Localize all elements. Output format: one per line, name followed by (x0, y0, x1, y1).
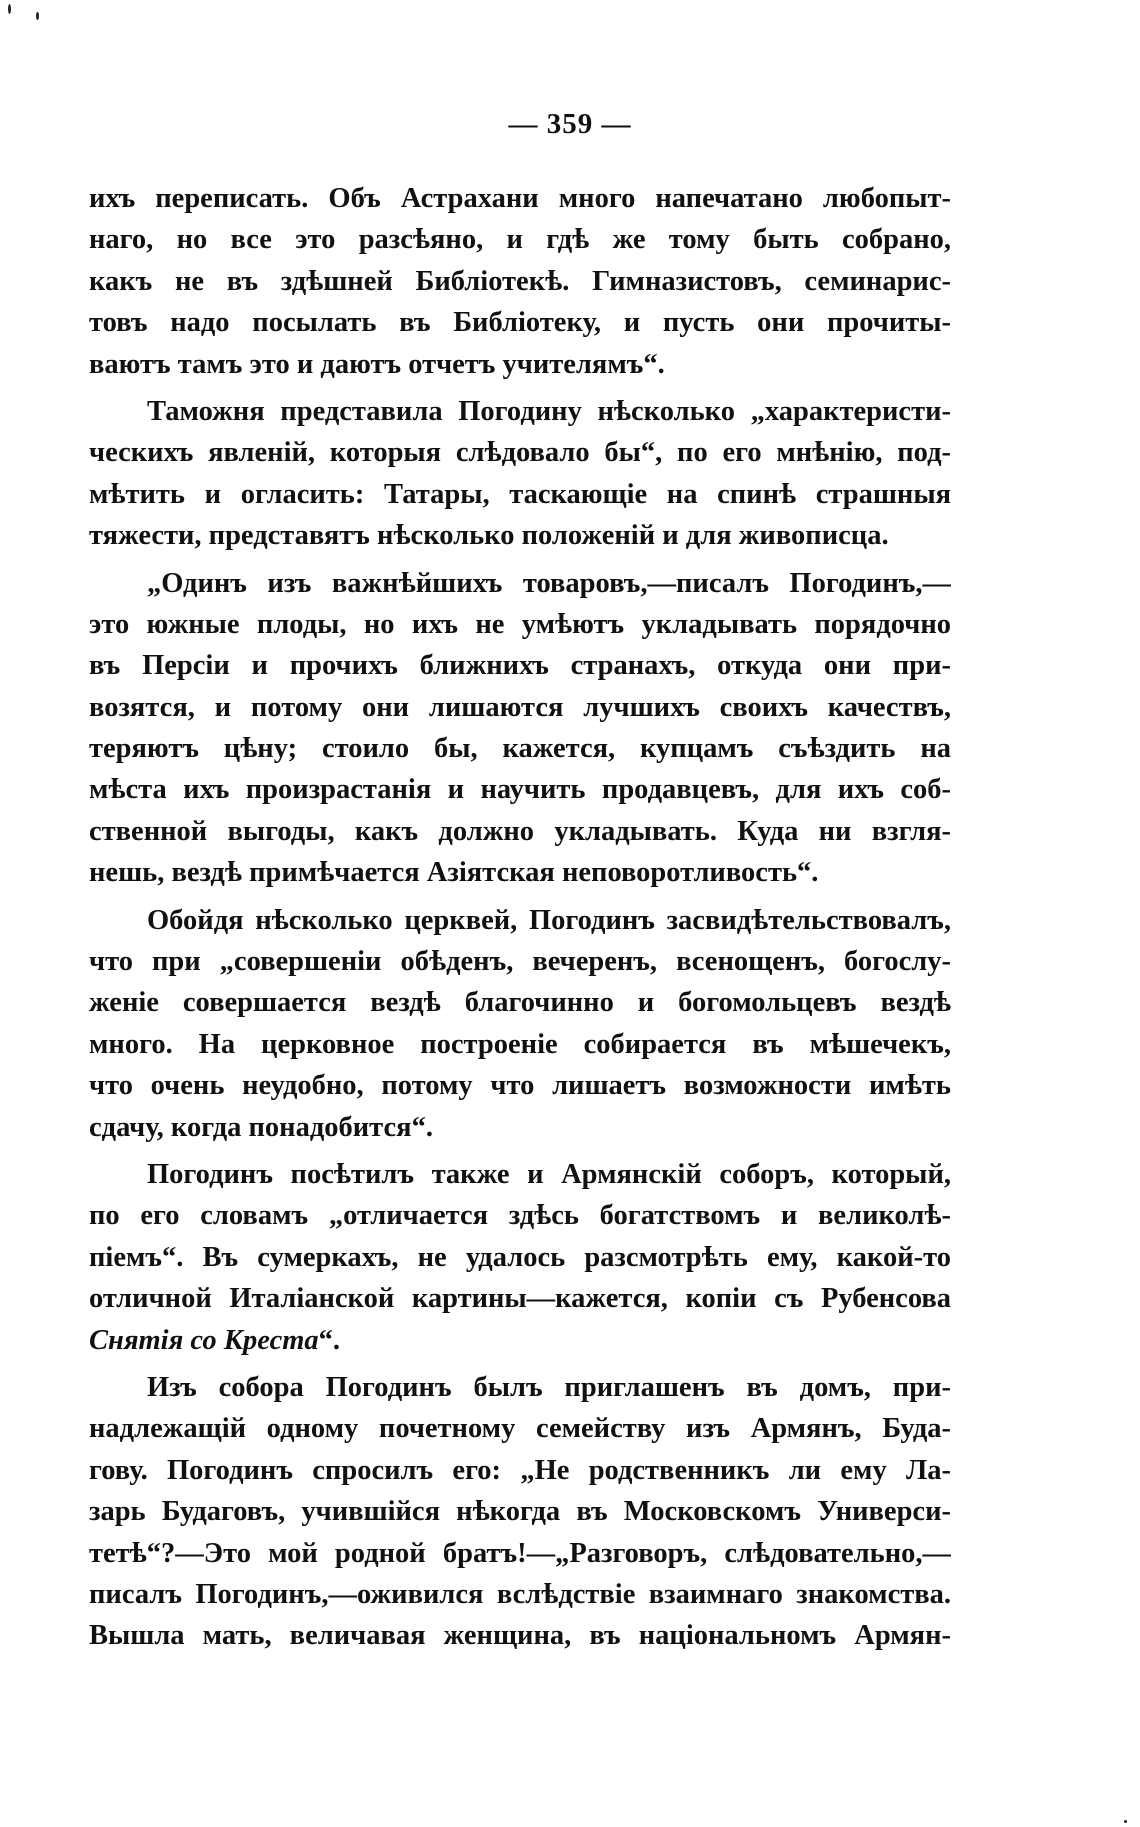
text-line (89, 1320, 951, 1361)
text-line: Обойдя нѣсколько церквей, Погодинъ засвидѣтельствовалъ, (147, 904, 951, 936)
body-text (89, 178, 951, 1657)
italic-title: Снятія со Креста (89, 1324, 319, 1356)
scan-speck (1124, 1820, 1127, 1823)
paragraph-5 (89, 1154, 951, 1361)
text-line: наго, но все это разсѣяно, и гдѣ же тому быть собрано, (89, 224, 951, 256)
text-line: что очень неудобно, потому что лишаетъ возможности имѣть (89, 1070, 951, 1102)
closing-quote: “. (318, 1324, 341, 1356)
text-line: отличной Италіанской картины—кажется, копіи съ Рубенсова (89, 1283, 951, 1315)
text-line: это южные плоды, но ихъ не умѣютъ укладывать порядочно (89, 608, 951, 640)
text-line: ческихъ явленій, которыя слѣдовало бы“, по его мнѣнію, под- (89, 437, 951, 469)
paragraph-4 (89, 900, 951, 1148)
text-line: тяжести, представятъ нѣсколько положеній и для живописца. (89, 520, 889, 552)
scan-speck (8, 4, 11, 14)
paragraph-6 (89, 1367, 951, 1657)
text-line: что при „совершеніи обѣденъ, вечеренъ, всенощенъ, богослу- (89, 946, 951, 978)
text-line: надлежащій одному почетному семейству изъ Армянъ, Буда- (89, 1413, 951, 1445)
text-line: „Одинъ изъ важнѣйшихъ товаровъ,—писалъ Погодинъ,— (147, 567, 951, 599)
text-line: ихъ переписать. Объ Астрахани много напечатано любопыт- (89, 183, 951, 214)
scan-speck (36, 12, 39, 20)
text-line: Таможня представила Погодину нѣсколько „характеристи- (147, 395, 951, 427)
text-line: мѣтить и огласить: Татары, таскающіе на спинѣ страшныя (89, 478, 951, 510)
text-line: гову. Погодинъ спросилъ его: „Не родственникъ ли ему Ла- (89, 1454, 951, 1486)
text-line: по его словамъ „отличается здѣсь богатствомъ и великолѣ- (89, 1200, 951, 1232)
text-line: много. На церковное построеніе собирается въ мѣшечекъ, (89, 1028, 951, 1060)
text-line: зарь Будаговъ, учившійся нѣкогда въ Московскомъ Универси- (89, 1496, 951, 1528)
text-line: сдачу, когда понадобится“. (89, 1111, 433, 1143)
paragraph-2 (89, 391, 951, 557)
text-line: товъ надо посылать въ Библіотеку, и пусть они прочиты- (89, 307, 951, 339)
text-line: піемъ“. Въ сумеркахъ, не удалось разсмотрѣть ему, какой-то (89, 1241, 951, 1273)
paragraph-1 (89, 178, 951, 385)
text-line: Погодинъ посѣтилъ также и Армянскій соборъ, который, (147, 1158, 951, 1190)
text-line: женіе совершается вездѣ благочинно и богомольцевъ вездѣ (89, 987, 951, 1019)
paragraph-3 (89, 563, 951, 894)
text-line: мѣста ихъ произрастанія и научить продавцевъ, для ихъ соб- (89, 774, 951, 806)
text-line: нешь, вездѣ примѣчается Азіятская неповоротливость“. (89, 857, 819, 889)
text-line: писалъ Погодинъ,—оживился вслѣдствіе взаимнаго знакомства. (89, 1578, 951, 1610)
text-line: возятся, и потому они лишаются лучшихъ своихъ качествъ, (89, 691, 951, 723)
text-line: какъ не въ здѣшней Библіотекѣ. Гимназистовъ, семинарис- (89, 265, 951, 297)
text-line: Изъ собора Погодинъ былъ приглашенъ въ домъ, при- (147, 1371, 951, 1403)
page-number: — 359 — (508, 108, 632, 140)
text-line: Вышла мать, величавая женщина, въ національномъ Армян- (89, 1620, 951, 1652)
text-line: теряютъ цѣну; стоило бы, кажется, купцамъ съѣздить на (89, 733, 951, 765)
text-line: тетѣ“?—Это мой родной братъ!—„Разговоръ, слѣдовательно,— (89, 1537, 951, 1569)
text-line: ваютъ тамъ это и даютъ отчетъ учителямъ“. (89, 348, 665, 380)
text-line: ственной выгоды, какъ должно укладывать. Куда ни взгля- (89, 815, 951, 847)
text-line: въ Персіи и прочихъ ближнихъ странахъ, откуда они при- (89, 650, 951, 682)
